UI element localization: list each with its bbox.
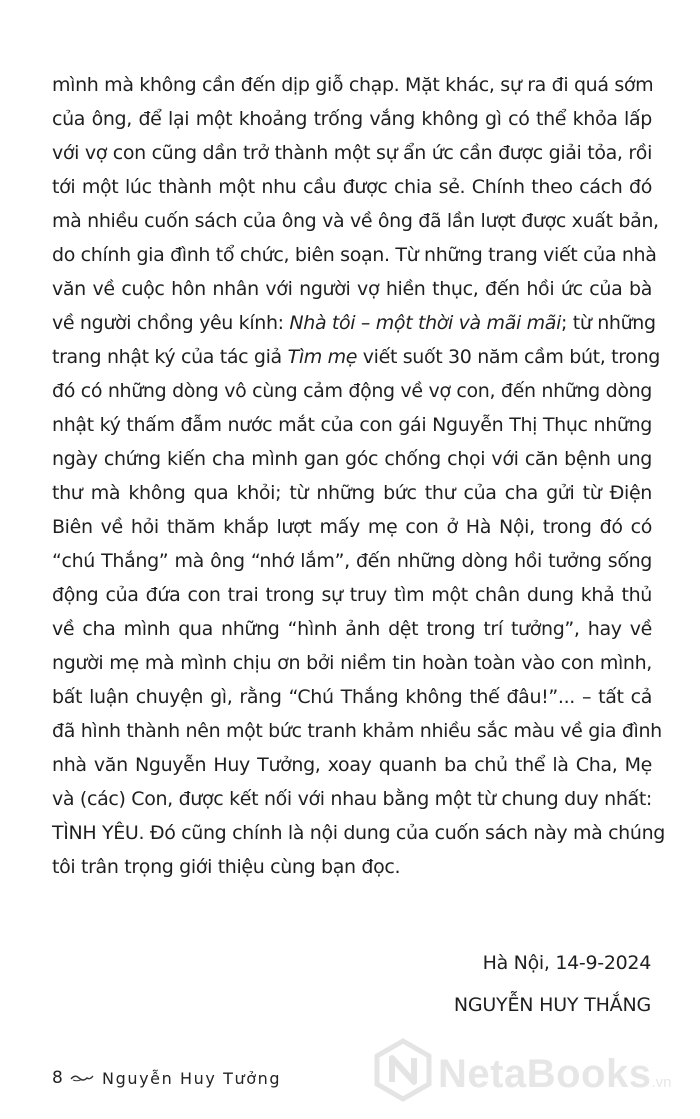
text-line: và (các) Con, được kết nối với nhau bằng một từ chung duy nhất: — [52, 788, 652, 810]
text-line: tới một lúc thành một nhu cầu được chia sẻ. Chính theo cách đó — [52, 176, 652, 198]
signature-name: NGUYỄN HUY THẮNG — [453, 994, 651, 1016]
book-title-italic: Tìm mẹ — [287, 346, 358, 368]
text-run: trang nhật ký của tác giả — [52, 346, 282, 368]
text-line: về cha mình qua những “hình ảnh dệt trong trí tưởng”, hay về — [52, 618, 652, 640]
text-line: bất luận chuyện gì, rằng “Chú Thắng không thế đâu!”... – tất cả — [52, 686, 652, 708]
text-line: Biên về hỏi thăm khắp lượt mấy mẹ con ở Hà Nội, trong đó có — [52, 516, 652, 538]
text-line: động của đứa con trai trong sự truy tìm một chân dung khả thủ — [52, 584, 652, 606]
text-line: ngày chứng kiến cha mình gan góc chống chọi với căn bệnh ung — [52, 448, 652, 470]
text-line: thư mà không qua khỏi; từ những bức thư của cha gửi từ Điện — [52, 482, 652, 504]
text-line: TÌNH YÊU. Đó cũng chính là nội dung của cuốn sách này mà chúng — [52, 822, 665, 844]
text-line: tôi trân trọng giới thiệu cùng bạn đọc. — [52, 856, 401, 878]
watermark-brand — [438, 1052, 671, 1097]
running-author: Nguyễn Huy Tưởng — [102, 1068, 282, 1088]
text-line: nhật ký thấm đẫm nước mắt của con gái Nguyễn Thị Thục những — [52, 414, 652, 436]
text-line: nhà văn Nguyễn Huy Tưởng, xoay quanh ba chủ thể là Cha, Mẹ — [52, 754, 652, 776]
text-line — [52, 340, 660, 374]
text-line: mình mà không cần đến dịp giỗ chạp. Mặt khác, sự ra đi quá sớm — [52, 74, 654, 96]
text-run: viết suốt 30 năm cầm bút, trong — [357, 346, 660, 368]
text-line: mà nhiều cuốn sách của ông và về ông đã lần lượt được xuất bản, — [52, 210, 659, 232]
ornament-icon — [70, 1073, 94, 1083]
page-footer — [52, 1064, 281, 1092]
text-line: người mẹ mà mình chịu ơn bởi niềm tin hoàn toàn vào con mình, — [52, 652, 652, 674]
book-title-italic: Nhà tôi – một thời và mãi mãi — [289, 312, 561, 334]
text-line: đó có những dòng vô cùng cảm động về vợ con, đến những dòng — [52, 380, 652, 402]
watermark-brand-text: NetaBooks — [438, 1052, 652, 1096]
text-line: đã hình thành nên một bức tranh khảm nhiều sắc màu về gia đình — [52, 720, 662, 742]
text-line: do chính gia đình tổ chức, biên soạn. Từ những trang viết của nhà — [52, 244, 657, 266]
text-line: văn về cuộc hôn nhân với người vợ hiền thục, đến hồi ức của bà — [52, 278, 652, 300]
text-line — [52, 306, 656, 340]
text-line: “chú Thắng” mà ông “nhớ lắm”, đến những dòng hồi tưởng sống — [52, 550, 652, 572]
page-number: 8 — [52, 1068, 63, 1088]
text-run: về người chồng yêu kính: — [52, 312, 290, 334]
signature-place-date: Hà Nội, 14-9-2024 — [482, 952, 651, 974]
text-line: với vợ con cũng dần trở thành một sự ẩn ức cần được giải tỏa, rồi — [52, 142, 652, 164]
netabooks-logo-icon — [372, 1038, 434, 1102]
text-line: của ông, để lại một khoảng trống vắng không gì có thể khỏa lấp — [52, 108, 652, 130]
watermark-suffix: .vn — [651, 1074, 672, 1091]
text-run: ; từ những — [561, 312, 656, 334]
watermark — [372, 1030, 692, 1110]
